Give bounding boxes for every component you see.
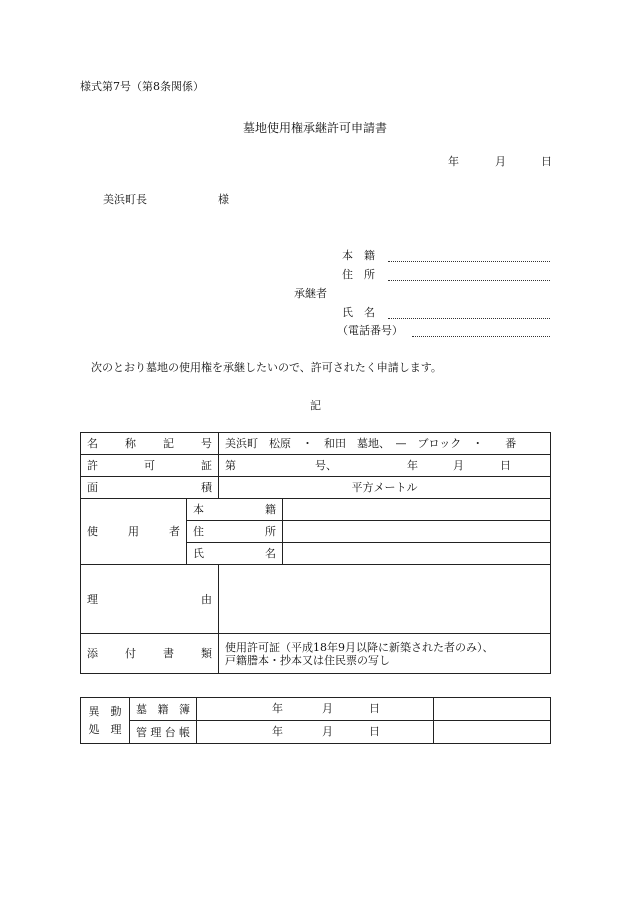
change-row: [81, 698, 551, 721]
applicant-honseki-field[interactable]: [388, 261, 550, 262]
date-year: 年: [448, 155, 459, 168]
permit-go: 号、: [315, 459, 337, 472]
row-area-value[interactable]: 平方メートル: [219, 477, 551, 499]
row-area-label: 面 積: [81, 477, 219, 499]
row-name-value: 美浜町 松原 ・ 和田 墓地、 — ブロック ・ 番: [219, 433, 551, 455]
applicant-role-label: 承継者: [294, 287, 327, 300]
change-label: 異 動 処 理: [81, 698, 130, 744]
permit-day: 日: [500, 459, 511, 472]
change-row-label-0: 墓 籍 簿: [130, 698, 197, 721]
date-month: 月: [495, 155, 506, 168]
addressee-name: 美浜町長: [103, 193, 147, 206]
row-user-name-label: 氏 名: [187, 543, 283, 565]
change-table: [80, 697, 551, 744]
change-day-1: 日: [369, 725, 380, 738]
table-row-attach: [81, 634, 551, 674]
row-user-honseki-label: 本 籍: [187, 499, 283, 521]
applicant-name-field[interactable]: [388, 318, 550, 319]
attach-line-1: 使用許可証（平成18年9月以降に新築された者のみ）、: [225, 640, 494, 654]
applicant-address-label: 住 所: [342, 268, 375, 281]
table-row-area: [81, 477, 551, 499]
change-row-date-1[interactable]: [197, 721, 434, 744]
change-month-1: 月: [322, 725, 333, 738]
row-attach-label: 添 付 書 類: [81, 634, 219, 674]
table-row-reason: [81, 565, 551, 634]
permit-year: 年: [407, 459, 418, 472]
change-row-extra-0[interactable]: [434, 698, 551, 721]
table-row-user-honseki: [81, 499, 551, 521]
applicant-phone-field[interactable]: [412, 336, 550, 337]
change-row-extra-1[interactable]: [434, 721, 551, 744]
addressee-honorific: 様: [218, 193, 229, 206]
page-title: 墓地使用権承継許可申請書: [242, 121, 387, 135]
row-reason-value[interactable]: [219, 565, 551, 634]
row-permit-label: 許 可 証: [81, 455, 219, 477]
row-name-label: 名 称 記 号: [81, 433, 219, 455]
change-year-0: 年: [272, 702, 283, 715]
change-year-1: 年: [272, 725, 283, 738]
ki-mark: 記: [310, 399, 321, 412]
attach-line-2: 戸籍謄本・抄本又は住民票の写し: [225, 653, 390, 667]
permit-month: 月: [453, 459, 464, 472]
form-number: 様式第7号（第8条関係）: [80, 80, 204, 93]
permit-dai: 第: [225, 459, 236, 472]
table-row-permit: [81, 455, 551, 477]
row-user-address-label: 住 所: [187, 521, 283, 543]
row-user-address-value[interactable]: [283, 521, 551, 543]
statement: 次のとおり墓地の使用権を承継したいので、許可されたく申請します。: [91, 361, 442, 374]
row-attach-value: [219, 634, 551, 674]
row-reason-label: 理 由: [81, 565, 219, 634]
applicant-name-label: 氏 名: [342, 306, 375, 319]
applicant-honseki-label: 本 籍: [342, 249, 375, 262]
table-row-name: [81, 433, 551, 455]
applicant-phone-label: （電話番号）: [337, 324, 403, 337]
change-row: [81, 721, 551, 744]
change-day-0: 日: [369, 702, 380, 715]
date-day: 日: [541, 155, 552, 168]
row-user-label: 使 用 者: [81, 499, 187, 565]
change-month-0: 月: [322, 702, 333, 715]
applicant-address-field[interactable]: [388, 280, 550, 281]
row-user-honseki-value[interactable]: [283, 499, 551, 521]
application-table: [80, 432, 551, 674]
change-row-label-1: 管 理 台 帳: [130, 721, 197, 744]
row-user-name-value[interactable]: [283, 543, 551, 565]
change-row-date-0[interactable]: [197, 698, 434, 721]
row-permit-value[interactable]: [219, 455, 551, 477]
